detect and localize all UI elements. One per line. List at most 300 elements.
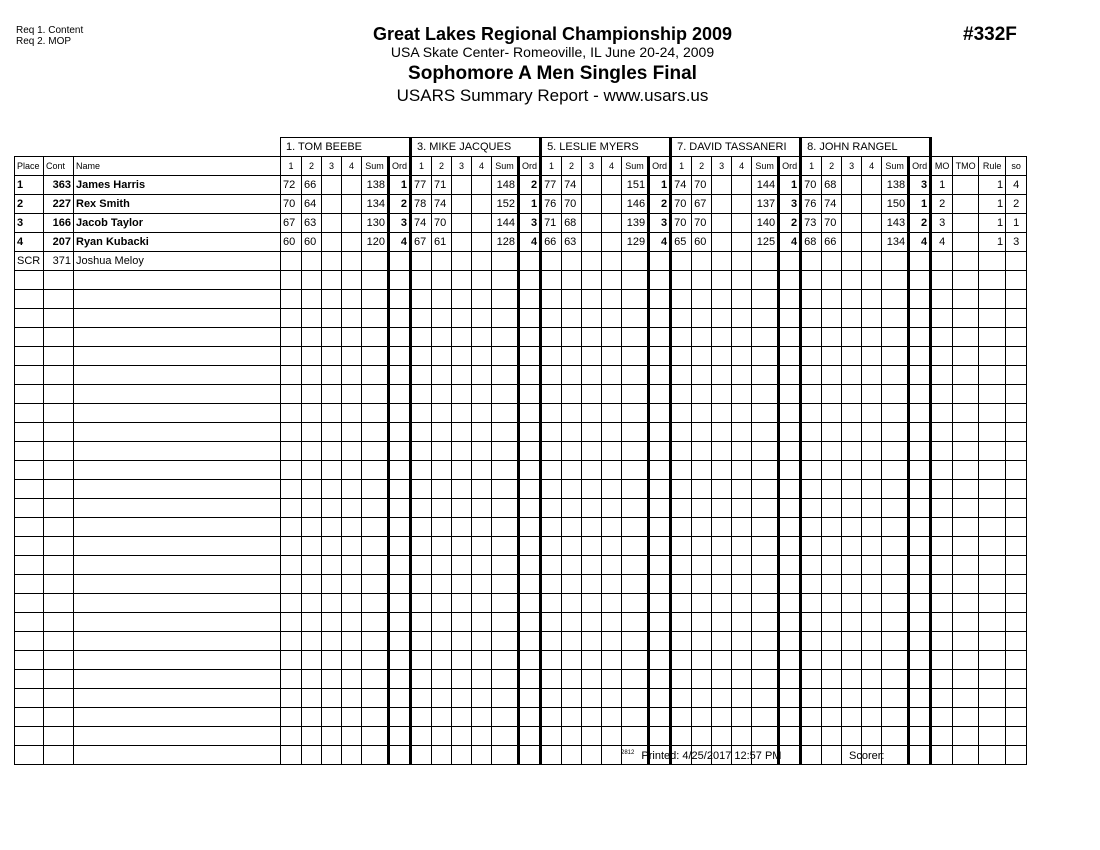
empty-cell [302,613,322,632]
col-judge-2-1: 2 [432,157,452,176]
ordinal-cell [519,252,541,271]
score-cell: 74 [411,214,432,233]
empty-cell [302,347,322,366]
empty-cell [602,670,622,689]
empty-cell [541,708,562,727]
empty-cell [779,727,801,746]
so-cell: 1 [1006,214,1027,233]
empty-cell [931,290,953,309]
empty-cell [302,651,322,670]
empty-cell [582,347,602,366]
cont-cell: 207 [44,233,74,252]
empty-cell [74,366,281,385]
empty-cell [1006,347,1027,366]
score-cell: 77 [541,176,562,195]
empty-cell [931,613,953,632]
empty-cell [801,556,822,575]
empty-cell [931,271,953,290]
table-row [15,252,1027,271]
championship-title: Great Lakes Regional Championship 2009 [372,24,733,44]
empty-cell [953,556,979,575]
empty-cell [822,442,842,461]
empty-cell [822,651,842,670]
empty-cell [322,499,342,518]
empty-cell [452,461,472,480]
empty-cell [931,689,953,708]
empty-cell [909,499,931,518]
empty-cell [302,328,322,347]
empty-cell [519,328,541,347]
score-cell [432,252,452,271]
empty-cell [622,442,649,461]
empty-cell [452,556,472,575]
empty-cell [602,632,622,651]
empty-cell [74,480,281,499]
empty-cell [472,271,492,290]
empty-cell [979,309,1006,328]
empty-cell [44,366,74,385]
empty-cell [492,461,519,480]
empty-cell [541,727,562,746]
empty-cell [752,632,779,651]
empty-cell [671,347,692,366]
score-cell [842,233,862,252]
empty-cell [322,708,342,727]
empty-cell [432,499,452,518]
empty-cell [342,537,362,556]
empty-cell [779,385,801,404]
empty-cell [562,328,582,347]
empty-cell [732,575,752,594]
score-cell [862,176,882,195]
empty-cell [671,556,692,575]
empty-cell [712,594,732,613]
empty-cell [822,328,842,347]
empty-cell [801,328,822,347]
empty-cell [979,575,1006,594]
empty-cell [1006,670,1027,689]
empty-cell [671,385,692,404]
empty-cell [44,670,74,689]
empty-cell [882,651,909,670]
empty-row [15,309,1027,328]
empty-cell [342,290,362,309]
empty-cell [671,518,692,537]
empty-cell [882,594,909,613]
score-cell [472,233,492,252]
empty-cell [342,556,362,575]
empty-row [15,385,1027,404]
score-cell: 68 [822,176,842,195]
score-cell [602,233,622,252]
sum-cell [882,252,909,271]
empty-row [15,366,1027,385]
empty-cell [15,670,44,689]
empty-cell [519,385,541,404]
empty-cell [822,404,842,423]
empty-cell [15,480,44,499]
empty-cell [979,556,1006,575]
empty-cell [44,442,74,461]
empty-cell [519,537,541,556]
empty-cell [452,309,472,328]
sum-cell: 151 [622,176,649,195]
empty-cell [801,537,822,556]
empty-cell [281,290,302,309]
empty-cell [44,480,74,499]
empty-cell [622,670,649,689]
empty-cell [931,518,953,537]
empty-cell [452,480,472,499]
empty-cell [281,309,302,328]
empty-cell [452,442,472,461]
empty-cell [389,537,411,556]
empty-cell [432,309,452,328]
empty-cell [582,632,602,651]
ordinal-cell: 2 [649,195,671,214]
empty-cell [822,632,842,651]
empty-cell [979,746,1006,765]
empty-cell [411,404,432,423]
empty-cell [842,499,862,518]
empty-cell [432,670,452,689]
event-code: #332F [963,24,1017,45]
empty-cell [411,575,432,594]
empty-cell [541,746,562,765]
empty-cell [541,442,562,461]
empty-cell [74,385,281,404]
empty-cell [622,423,649,442]
empty-cell [979,404,1006,423]
empty-cell [389,442,411,461]
score-cell: 70 [822,214,842,233]
empty-cell [492,594,519,613]
empty-cell [801,708,822,727]
empty-cell [909,670,931,689]
empty-cell [671,404,692,423]
empty-cell [779,613,801,632]
empty-cell [842,461,862,480]
footer-printed [621,750,781,762]
empty-cell [752,328,779,347]
empty-cell [541,347,562,366]
name-cell: Ryan Kubacki [74,233,281,252]
empty-cell [541,461,562,480]
empty-cell [342,499,362,518]
empty-cell [752,309,779,328]
cont-cell: 227 [44,195,74,214]
empty-cell [732,708,752,727]
empty-cell [909,385,931,404]
empty-cell [671,328,692,347]
col-tmo: TMO [953,157,979,176]
empty-cell [953,651,979,670]
empty-cell [492,575,519,594]
empty-cell [15,347,44,366]
empty-cell [822,537,842,556]
empty-cell [909,746,931,765]
empty-cell [562,632,582,651]
empty-cell [302,670,322,689]
empty-cell [541,404,562,423]
empty-cell [882,385,909,404]
empty-cell [622,366,649,385]
empty-cell [362,347,389,366]
empty-cell [472,708,492,727]
empty-cell [452,347,472,366]
empty-cell [562,366,582,385]
score-cell: 70 [671,195,692,214]
empty-cell [492,347,519,366]
empty-cell [953,518,979,537]
empty-cell [842,290,862,309]
empty-cell [389,727,411,746]
empty-cell [622,708,649,727]
score-cell [712,176,732,195]
empty-cell [779,328,801,347]
empty-cell [492,537,519,556]
empty-cell [519,366,541,385]
empty-cell [602,461,622,480]
empty-cell [622,556,649,575]
empty-cell [342,271,362,290]
col-judge-3-5: Ord [649,157,671,176]
empty-cell [862,271,882,290]
empty-cell [389,328,411,347]
score-cell [322,252,342,271]
empty-cell [541,499,562,518]
empty-cell [472,632,492,651]
empty-row [15,556,1027,575]
empty-cell [1006,404,1027,423]
empty-cell [432,575,452,594]
empty-cell [692,632,712,651]
empty-cell [44,632,74,651]
sum-cell: 143 [882,214,909,233]
empty-cell [822,366,842,385]
empty-row [15,727,1027,746]
empty-cell [649,366,671,385]
empty-cell [432,328,452,347]
empty-cell [622,727,649,746]
empty-cell [541,328,562,347]
empty-cell [362,651,389,670]
empty-cell [712,613,732,632]
empty-cell [389,290,411,309]
empty-cell [362,461,389,480]
score-cell [582,214,602,233]
score-cell [582,176,602,195]
empty-cell [472,347,492,366]
score-cell [342,176,362,195]
empty-cell [842,271,862,290]
col-judge-2-4: Sum [492,157,519,176]
empty-cell [692,366,712,385]
empty-cell [862,575,882,594]
empty-cell [362,442,389,461]
empty-cell [281,423,302,442]
empty-cell [953,404,979,423]
empty-cell [281,537,302,556]
empty-cell [582,366,602,385]
empty-cell [712,518,732,537]
empty-cell [909,651,931,670]
empty-row [15,651,1027,670]
empty-cell [842,347,862,366]
empty-cell [362,670,389,689]
empty-cell [362,328,389,347]
empty-cell [1006,632,1027,651]
empty-cell [712,404,732,423]
empty-cell [752,708,779,727]
empty-cell [622,271,649,290]
empty-cell [452,689,472,708]
empty-cell [562,461,582,480]
empty-cell [44,385,74,404]
empty-cell [472,727,492,746]
col-judge-5-0: 1 [801,157,822,176]
empty-cell [979,651,1006,670]
empty-cell [649,271,671,290]
col-judge-3-4: Sum [622,157,649,176]
empty-cell [362,309,389,328]
sum-cell: 150 [882,195,909,214]
empty-cell [492,689,519,708]
empty-cell [931,423,953,442]
score-cell: 68 [801,233,822,252]
col-judge-3-3: 4 [602,157,622,176]
empty-cell [472,594,492,613]
empty-cell [779,651,801,670]
empty-cell [909,575,931,594]
empty-cell [15,271,44,290]
empty-cell [411,518,432,537]
empty-cell [74,651,281,670]
empty-cell [712,442,732,461]
score-cell [712,214,732,233]
empty-cell [452,328,472,347]
empty-cell [732,556,752,575]
empty-cell [322,518,342,537]
empty-cell [862,423,882,442]
empty-cell [74,575,281,594]
column-header-row [15,157,1027,176]
score-cell [712,252,732,271]
score-cell [452,176,472,195]
empty-row [15,347,1027,366]
empty-cell [862,670,882,689]
empty-cell [362,423,389,442]
empty-cell [602,518,622,537]
empty-cell [302,271,322,290]
sum-cell: 130 [362,214,389,233]
empty-cell [842,442,862,461]
empty-cell [472,499,492,518]
sum-cell: 134 [882,233,909,252]
empty-cell [712,632,732,651]
empty-cell [671,366,692,385]
empty-cell [452,385,472,404]
empty-cell [411,385,432,404]
empty-cell [541,594,562,613]
empty-cell [953,727,979,746]
empty-cell [541,290,562,309]
empty-cell [541,366,562,385]
empty-cell [322,404,342,423]
empty-cell [432,385,452,404]
empty-cell [909,328,931,347]
ordinal-cell: 2 [909,214,931,233]
empty-cell [432,632,452,651]
empty-cell [562,404,582,423]
sum-cell: 120 [362,233,389,252]
mo-cell: 2 [931,195,953,214]
empty-cell [362,366,389,385]
empty-cell [411,480,432,499]
printed-timestamp: Printed: 4/25/2017 12:57 PM [641,750,782,762]
empty-cell [862,309,882,328]
empty-cell [671,480,692,499]
empty-cell [44,708,74,727]
empty-cell [562,518,582,537]
empty-cell [882,537,909,556]
empty-cell [622,518,649,537]
empty-cell [801,309,822,328]
empty-cell [692,594,712,613]
col-judge-4-5: Ord [779,157,801,176]
empty-cell [909,613,931,632]
empty-cell [582,518,602,537]
score-cell [862,233,882,252]
empty-cell [909,461,931,480]
score-cell: 66 [822,233,842,252]
empty-cell [472,366,492,385]
empty-cell [44,575,74,594]
empty-cell [302,518,322,537]
empty-cell [931,594,953,613]
empty-cell [909,290,931,309]
empty-cell [692,480,712,499]
cont-cell: 363 [44,176,74,195]
empty-cell [732,518,752,537]
score-cell: 71 [432,176,452,195]
empty-row [15,271,1027,290]
empty-row [15,613,1027,632]
empty-cell [822,385,842,404]
col-judge-2-2: 3 [452,157,472,176]
empty-cell [979,328,1006,347]
so-cell [1006,252,1027,271]
col-judge-2-0: 1 [411,157,432,176]
score-cell [452,214,472,233]
empty-cell [882,556,909,575]
empty-cell [842,518,862,537]
empty-cell [452,404,472,423]
empty-cell [322,537,342,556]
empty-cell [622,537,649,556]
empty-cell [519,594,541,613]
score-cell [541,252,562,271]
empty-cell [779,632,801,651]
empty-cell [712,727,732,746]
empty-cell [281,404,302,423]
empty-cell [411,290,432,309]
empty-cell [519,480,541,499]
empty-cell [342,461,362,480]
empty-cell [1006,385,1027,404]
empty-cell [281,708,302,727]
score-cell: 74 [432,195,452,214]
